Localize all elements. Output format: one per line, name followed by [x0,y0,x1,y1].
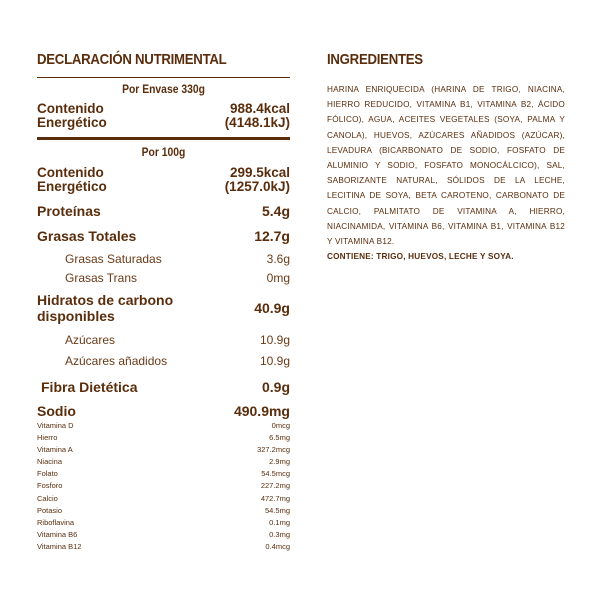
sugars-value: 10.9g [259,333,290,347]
micronutrient-value: 0.3mg [269,529,290,539]
nutrition-facts-panel [37,50,290,553]
carbs-value: 40.9g [254,300,290,316]
micronutrient-row [37,432,290,444]
micronutrient-label: Fosforo [37,481,63,491]
micronutrient-row [37,529,290,541]
energy-per-100g-row [37,166,290,194]
energy-label-line1: Contenido [37,165,104,180]
micronutrient-row [37,420,290,432]
added-sugars-value: 10.9g [259,354,290,368]
sodium-value: 490.9mg [233,403,290,419]
micronutrient-label: Vitamina B12 [37,541,82,551]
ingredients-text: HARINA ENRIQUECIDA (HARINA DE TRIGO, NIACINA, HIERRO REDUCIDO, VITAMINA B1, VITAMINA B2, ÁCIDO FÓLICO), AGUA, ACEITES VEGETALES (SOYA, PALMA Y CANOLA), HUEVOS, AZÚCARES AÑADIDOS (AZÚCAR), LEVADURA (BICARBONATO DE SODIO, FOSFATO DE ALUMINIO Y SODIO, FOSFATO MONOCÁLCICO), SAL, SABORIZANTE NATURAL, SÓLIDOS DE LA LECHE, LECITINA DE SOYA, BETA CAROTENO, CARBONATO DE CALCIO, PALMITATO DE VITAMINA A, HIERRO, NIACINAMIDA, VITAMINA B6, VITAMINA B1, VITAMINA B12 Y VITAMINA B12. [327,85,565,247]
micronutrient-value: 0.4mcg [265,541,290,551]
saturated-fat-row [37,251,290,267]
micronutrient-value: 2.9mg [269,457,290,467]
divider [37,77,290,78]
energy-label-line2: Energético [37,179,107,194]
allergens-statement: CONTIENE: TRIGO, HUEVOS, LECHE Y SOYA. [327,252,514,262]
fiber-value: 0.9g [261,379,290,395]
sugars-label: Azúcares [65,333,116,347]
ingredients-title: INGREDIENTES [327,51,423,68]
micronutrient-row [37,517,290,529]
micronutrient-value: 0.1mg [269,517,290,527]
total-fat-label: Grasas Totales [37,228,137,244]
micronutrient-value: 54.5mcg [261,469,290,479]
added-sugars-row [37,353,290,369]
micronutrient-value: 472.7mg [260,493,290,503]
energy-kcal-value: 299.5kcal [229,165,290,180]
per-package-label: Por Envase 330g [122,84,205,96]
sugars-row [37,332,290,348]
micronutrients-list [37,420,290,553]
protein-row [37,203,290,219]
micronutrient-label: Folato [37,469,58,479]
protein-label: Proteínas [37,203,101,219]
total-fat-row [37,228,290,244]
micronutrient-row [37,505,290,517]
energy-label-line1: Contenido [37,101,104,116]
carbs-row [37,292,290,324]
saturated-fat-label: Grasas Saturadas [65,252,162,266]
micronutrient-label: Potasio [37,505,63,515]
micronutrient-row [37,456,290,468]
micronutrient-label: Calcio [37,493,58,503]
carbs-label-line2: disponibles [37,308,115,324]
per-100g-label: Por 100g [141,147,186,159]
protein-value: 5.4g [261,203,290,219]
micronutrient-row [37,541,290,553]
micronutrient-row [37,468,290,480]
micronutrient-label: Niacina [37,457,63,467]
energy-kj-value: (1257.0kJ) [224,179,290,194]
carbs-label-line1: Hidratos de carbono [37,292,174,308]
micronutrient-value: 6.5mg [269,433,290,443]
micronutrient-value: 54.5mg [264,505,290,515]
total-fat-value: 12.7g [254,228,290,244]
micronutrient-row [37,480,290,492]
micronutrient-label: Vitamina D [37,421,74,430]
micronutrient-label: Vitamina B6 [37,529,78,539]
saturated-fat-value: 3.6g [266,252,290,266]
sodium-label: Sodio [37,403,76,419]
micronutrient-value: 0mcg [271,421,290,430]
micronutrient-row [37,444,290,456]
nutrition-title: DECLARACIÓN NUTRIMENTAL [37,51,227,68]
energy-label-line2: Energético [37,115,107,130]
fiber-row [37,379,290,395]
trans-fat-value: 0mg [266,271,290,285]
micronutrient-value: 227.2mg [260,481,290,491]
ingredients-panel [327,50,565,264]
energy-kj-value: (4148.1kJ) [224,115,290,130]
thick-divider [37,137,290,140]
micronutrient-row [37,493,290,505]
fiber-label: Fibra Dietética [41,379,138,395]
trans-fat-row [37,270,290,286]
energy-kcal-value: 988.4kcal [229,101,290,116]
micronutrient-label: Riboflavina [37,517,75,527]
trans-fat-label: Grasas Trans [65,271,138,285]
micronutrient-value: 327.2mcg [257,445,290,455]
sodium-row [37,403,290,419]
micronutrient-label: Hierro [37,433,58,443]
added-sugars-label: Azúcares añadidos [65,354,168,368]
micronutrient-label: Vitamina A [37,445,73,455]
energy-per-package-row [37,102,290,130]
